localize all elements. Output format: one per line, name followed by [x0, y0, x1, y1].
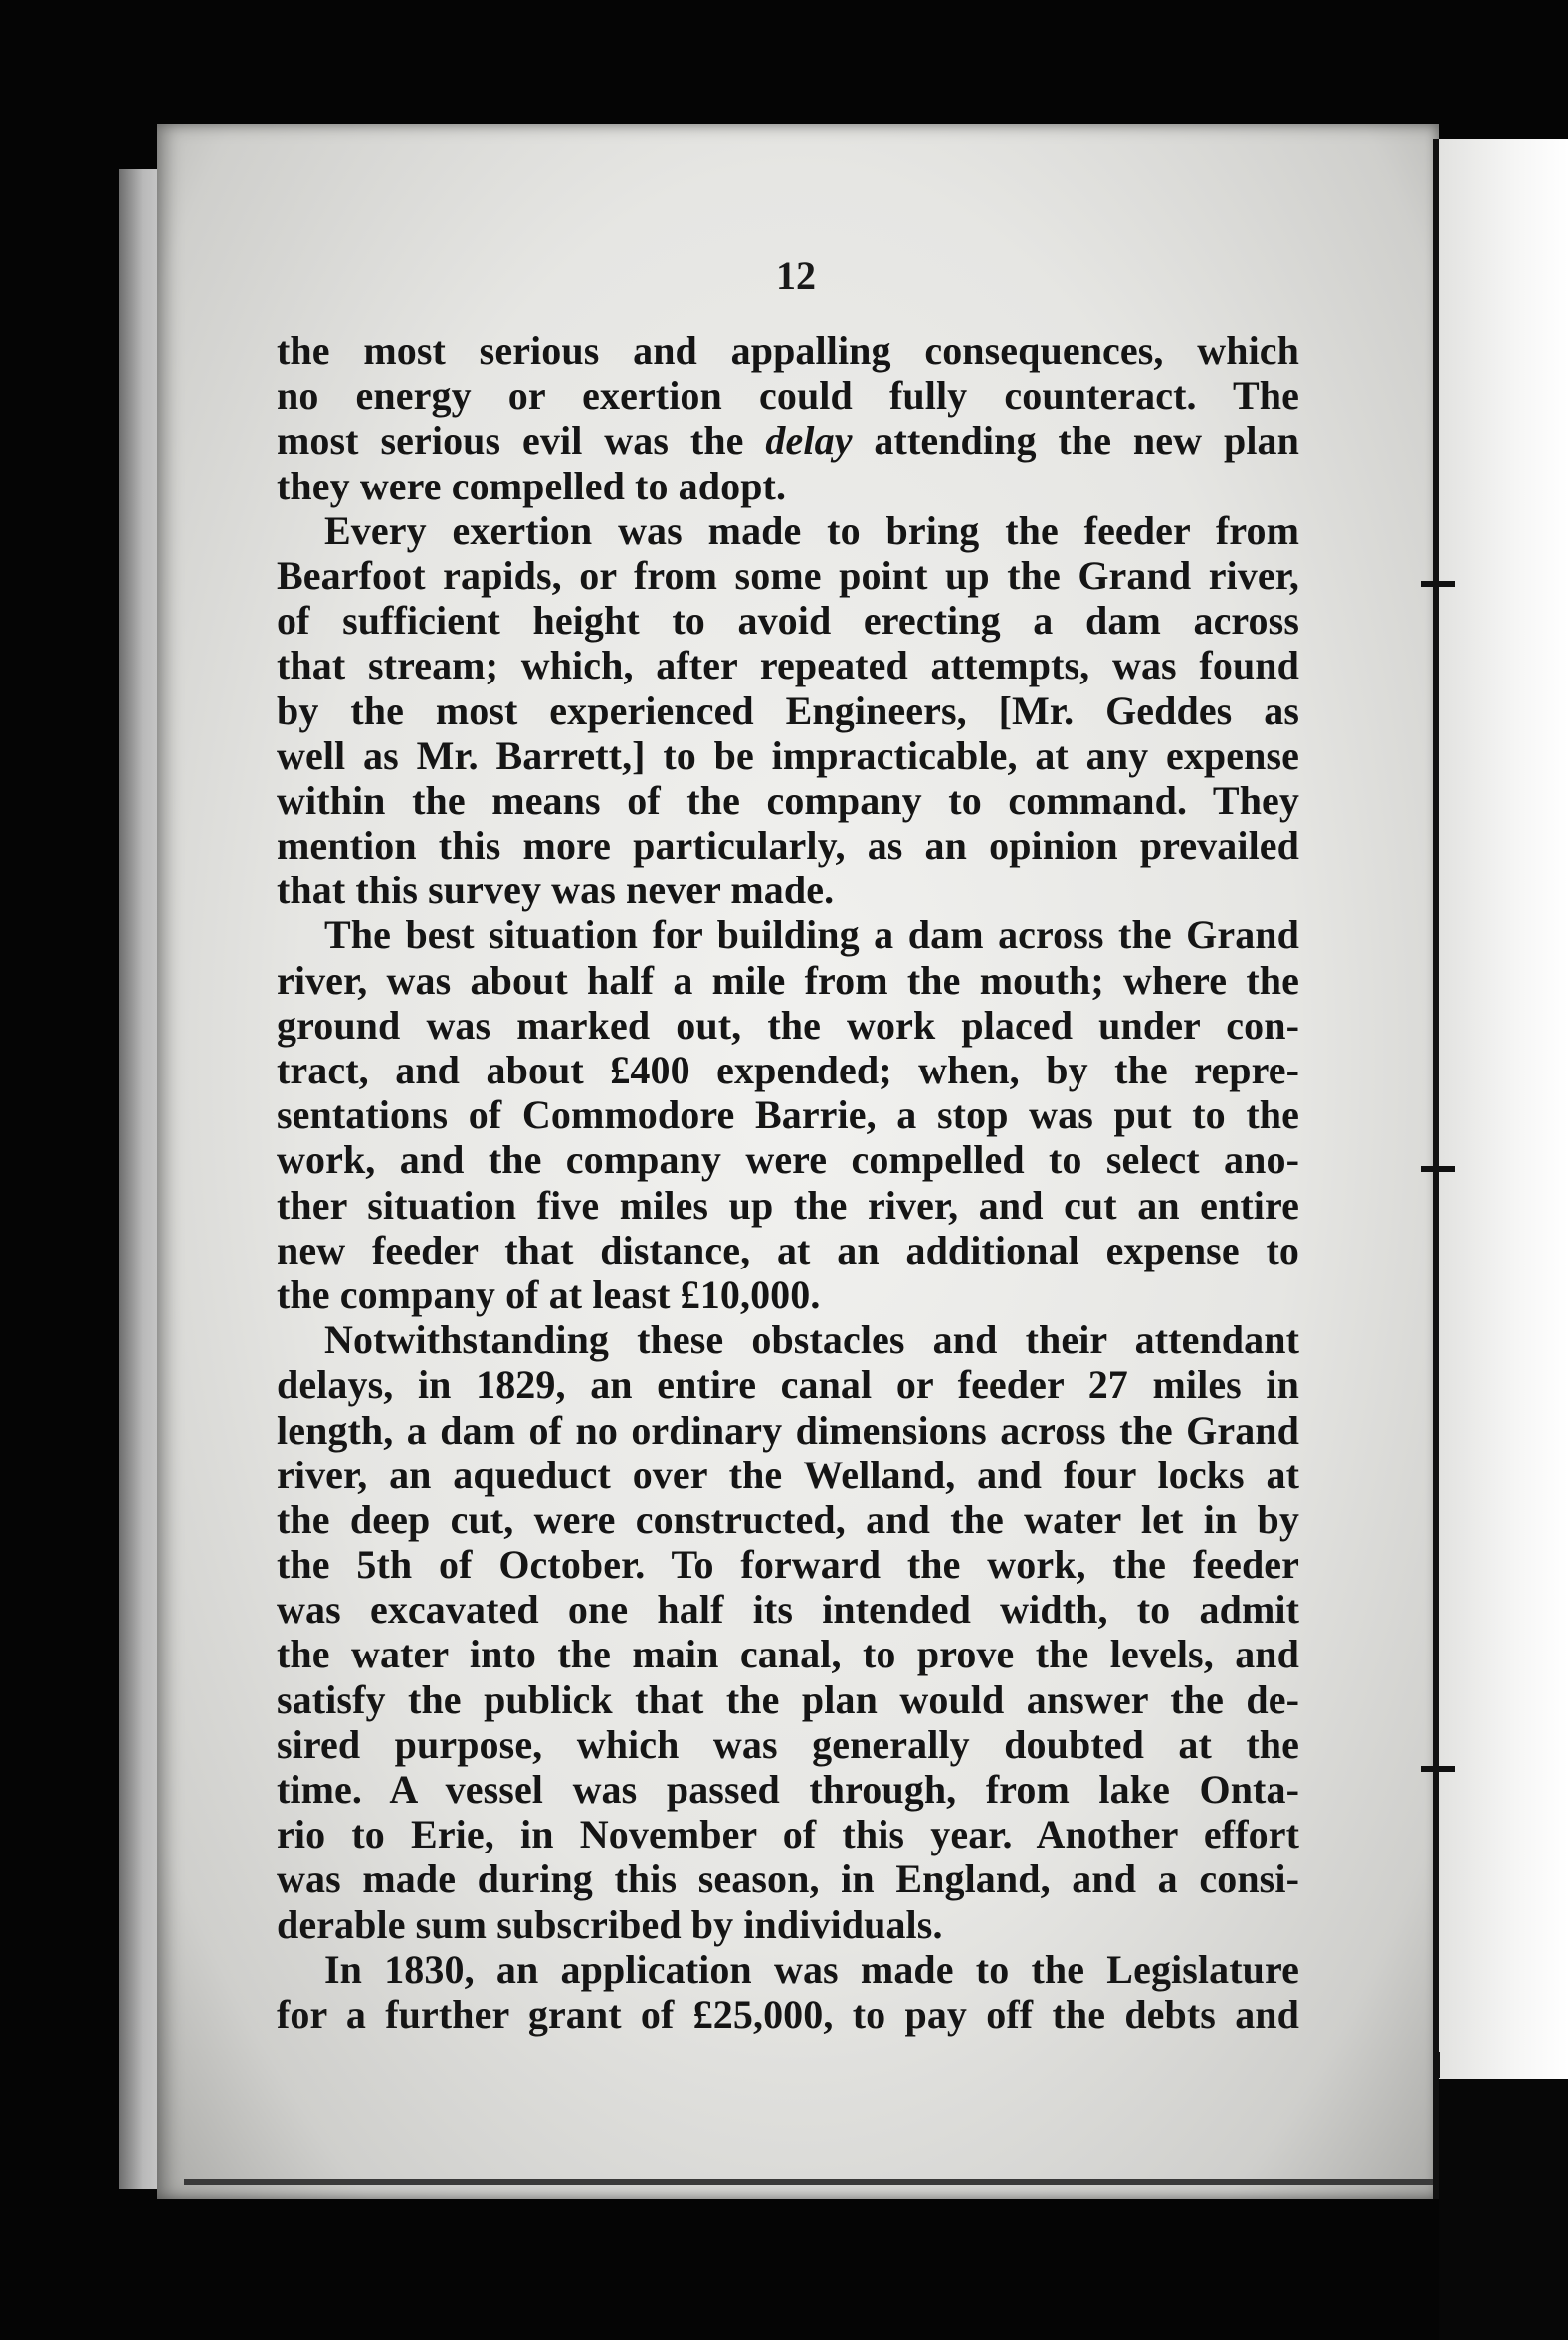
- text-line: no energy or exertion could fully counteract. The: [277, 373, 1299, 419]
- binding-stitch-mark: [1421, 1166, 1455, 1172]
- scan-background: [1439, 2079, 1568, 2340]
- text-line: the most serious and appalling consequences, which: [277, 328, 1299, 373]
- text-line: sired purpose, which was generally doubted at the: [277, 1721, 1299, 1767]
- text-line: by the most experienced Engineers, [Mr. Geddes as: [277, 687, 1299, 733]
- text-line: new feeder that distance, at an additional expense to: [277, 1227, 1299, 1272]
- text-line: delays, in 1829, an entire canal or feeder 27 miles in: [277, 1362, 1299, 1408]
- text-line: the deep cut, were constructed, and the water let in by: [277, 1496, 1299, 1542]
- text-line: ther situation five miles up the river, and cut an entire: [277, 1182, 1299, 1228]
- text-line: was excavated one half its intended width, to admit: [277, 1587, 1299, 1633]
- body-text: [277, 328, 1299, 2037]
- paragraph-first-line: Notwithstanding these obstacles and their attendant: [324, 1317, 1299, 1363]
- text-fragment: most serious evil was the: [277, 418, 744, 464]
- binding-stitch-mark: [1421, 581, 1455, 587]
- page-bottom-edge: [184, 2179, 1433, 2185]
- text-line: the water into the main canal, to prove the levels, and: [277, 1632, 1299, 1677]
- text-line: that stream; which, after repeated attempts, was found: [277, 643, 1299, 688]
- binding-stitch-mark: [1421, 1766, 1455, 1772]
- text-line: Bearfoot rapids, or from some point up the Grand river,: [277, 552, 1299, 598]
- text-line: well as Mr. Barrett,] to be impracticable, at any expense: [277, 732, 1299, 778]
- page-number: 12: [776, 253, 816, 297]
- text-line: the 5th of October. To forward the work, the feeder: [277, 1542, 1299, 1588]
- text-line: derable sum subscribed by individuals.: [277, 1901, 943, 1947]
- text-line: for a further grant of £25,000, to pay off the debts and: [277, 1991, 1299, 2037]
- text-line: [277, 418, 1299, 463]
- text-line: time. A vessel was passed through, from lake Onta-: [277, 1767, 1299, 1812]
- text-line: tract, and about £400 expended; when, by the repre-: [277, 1048, 1299, 1092]
- binding-stitch-mark: [1434, 2052, 1440, 2078]
- text-line: work, and the company were compelled to select ano-: [277, 1137, 1299, 1183]
- text-line: river, an aqueduct over the Welland, and four locks at: [277, 1452, 1299, 1497]
- emphasized-word: delay: [765, 418, 853, 464]
- text-line: length, a dam of no ordinary dimensions across the Grand: [277, 1407, 1299, 1453]
- text-line: they were compelled to adopt.: [277, 463, 787, 508]
- text-line: rio to Erie, in November of this year. Another effort: [277, 1812, 1299, 1857]
- text-line: within the means of the company to command. They: [277, 777, 1299, 823]
- text-line: mention this more particularly, as an opinion prevailed: [277, 823, 1299, 869]
- paragraph-first-line: In 1830, an application was made to the Legislature: [324, 1946, 1299, 1992]
- text-line: ground was marked out, the work placed under con-: [277, 1002, 1299, 1048]
- text-line: that this survey was never made.: [277, 868, 835, 913]
- text-line: was made during this season, in England, and a consi-: [277, 1856, 1299, 1902]
- paragraph-first-line: Every exertion was made to bring the feeder from: [324, 507, 1299, 553]
- text-line: of sufficient height to avoid erecting a dam across: [277, 598, 1299, 644]
- text-line: sentations of Commodore Barrie, a stop was put to the: [277, 1092, 1299, 1138]
- text-line: satisfy the publick that the plan would answer the de-: [277, 1676, 1299, 1722]
- paragraph-first-line: The best situation for building a dam across the Grand: [324, 912, 1299, 958]
- text-line: the company of at least £10,000.: [277, 1271, 821, 1317]
- text-line: river, was about half a mile from the mouth; where the: [277, 957, 1299, 1003]
- text-fragment: attending the new plan: [874, 418, 1299, 464]
- facing-page-edge: [1439, 139, 1568, 2079]
